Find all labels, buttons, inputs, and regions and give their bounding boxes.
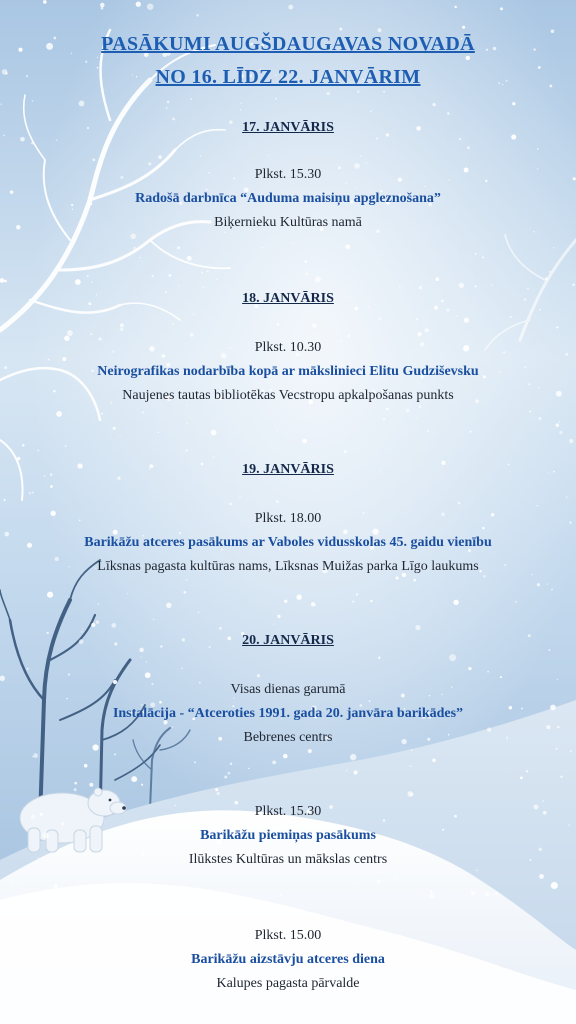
event-place: Ilūkstes Kultūras un mākslas centrs (188, 852, 388, 867)
event-time: Plkst. 15.30 (254, 804, 322, 819)
event-name: Neirografikas nodarbība kopā ar mākslinieci Elitu Gudziševsku (97, 364, 479, 379)
event-place: Naujenes tautas bibliotēkas Vecstropu apkalpošanas punkts (122, 388, 454, 403)
event-name: Instalācija - “Atceroties 1991. gada 20. janvāra barikādes” (112, 706, 464, 721)
page-title-line-2: NO 16. LĪDZ 22. JANVĀRIM (155, 66, 421, 88)
event-time: Plkst. 15.00 (254, 928, 322, 943)
event-name: Barikāžu atceres pasākums ar Vaboles vidusskolas 45. gaidu vienību (84, 535, 492, 550)
page-title-line-1: PASĀKUMI AUGŠDAUGAVAS NOVADĀ (101, 33, 475, 55)
event-name: Barikāžu piemiņas pasākums (200, 828, 376, 843)
event-time: Plkst. 18.00 (254, 511, 322, 526)
event-name: Barikāžu aizstāvju atceres diena (191, 952, 385, 967)
event-name: Radošā darbnīca “Auduma maisiņu apgleznošana” (135, 191, 441, 206)
event-place: Kalupes pagasta pārvalde (216, 976, 360, 991)
day-date-17: 17. JANVĀRIS (242, 120, 334, 135)
event-place: Līksnas pagasta kultūras nams, Līksnas Muižas parka Līgo laukums (97, 559, 479, 574)
event-place: Bebrenes centrs (243, 730, 333, 745)
event-time: Visas dienas garumā (230, 682, 346, 697)
event-time: Plkst. 15.30 (254, 167, 322, 182)
day-date-18: 18. JANVĀRIS (242, 291, 334, 306)
day-date-19: 19. JANVĀRIS (242, 462, 334, 477)
event-time: Plkst. 10.30 (254, 340, 322, 355)
event-place: Biķernieku Kultūras namā (214, 215, 362, 230)
day-date-20: 20. JANVĀRIS (242, 633, 334, 648)
